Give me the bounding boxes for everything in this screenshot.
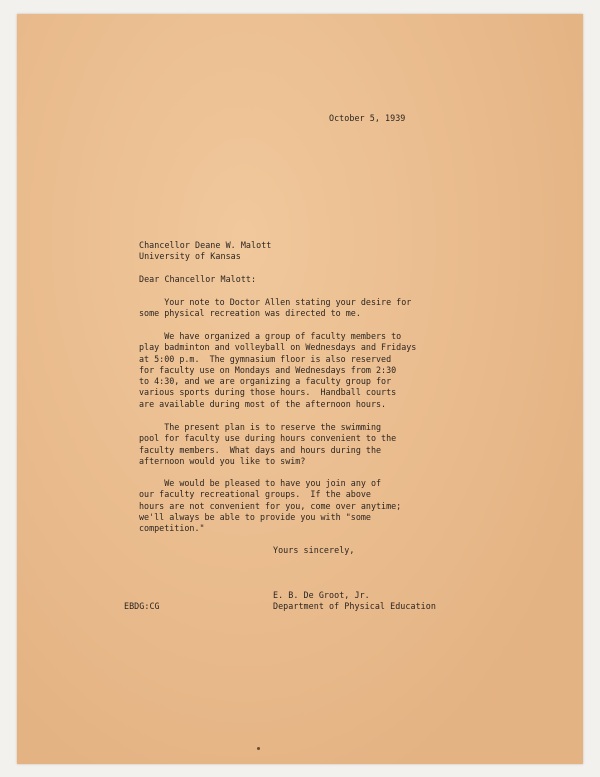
paragraph-line: we'll always be able to provide you with "some (139, 511, 371, 522)
closing: Yours sincerely, (273, 545, 355, 555)
paragraph-line: some physical recreation was directed to me. (139, 308, 361, 319)
recipient-name: Chancellor Deane W. Malott (139, 240, 272, 250)
signature-name: E. B. De Groot, Jr. (273, 590, 370, 600)
paragraph-line: to 4:30, and we are organizing a faculty group for (139, 376, 392, 387)
paragraph-line: play badminton and volleyball on Wednesdays and Fridays (139, 342, 417, 353)
signature-department: Department of Physical Education (273, 601, 436, 611)
reference-initials: EBDG:CG (124, 601, 160, 611)
paper-speck (257, 747, 260, 750)
letter-page (17, 14, 583, 764)
paragraph-line: pool for faculty use during hours convenient to the (139, 433, 397, 444)
paragraph-line: at 5:00 p.m. The gymnasium floor is also reserved (139, 353, 392, 364)
paragraph-line: our faculty recreational groups. If the above (139, 489, 371, 500)
paragraph-line: afternoon would you like to swim? (139, 455, 306, 466)
paragraph-line: We have organized a group of faculty members to (139, 331, 402, 341)
letter-date: October 5, 1939 (329, 113, 406, 123)
paragraph-4 (139, 478, 401, 534)
paragraph-line: competition." (139, 523, 205, 534)
paragraph-line: faculty members. What days and hours during the (139, 444, 382, 455)
paragraph-line: Your note to Doctor Allen stating your desire for (139, 297, 412, 307)
salutation: Dear Chancellor Malott: (139, 274, 257, 284)
paragraph-2 (139, 331, 416, 410)
paragraph-line: The present plan is to reserve the swimming (139, 422, 382, 432)
paragraph-3 (139, 422, 396, 467)
paragraph-line: are available during most of the afternoon hours. (139, 398, 387, 409)
recipient-institution: University of Kansas (139, 251, 241, 261)
paragraph-line: for faculty use on Mondays and Wednesdays from 2:30 (139, 364, 397, 375)
paragraph-1 (139, 297, 411, 320)
paragraph-line: hours are not convenient for you, come over anytime; (139, 500, 402, 511)
paragraph-line: We would be pleased to have you join any of (139, 478, 382, 488)
paragraph-line: various sports during those hours. Handball courts (139, 387, 397, 398)
